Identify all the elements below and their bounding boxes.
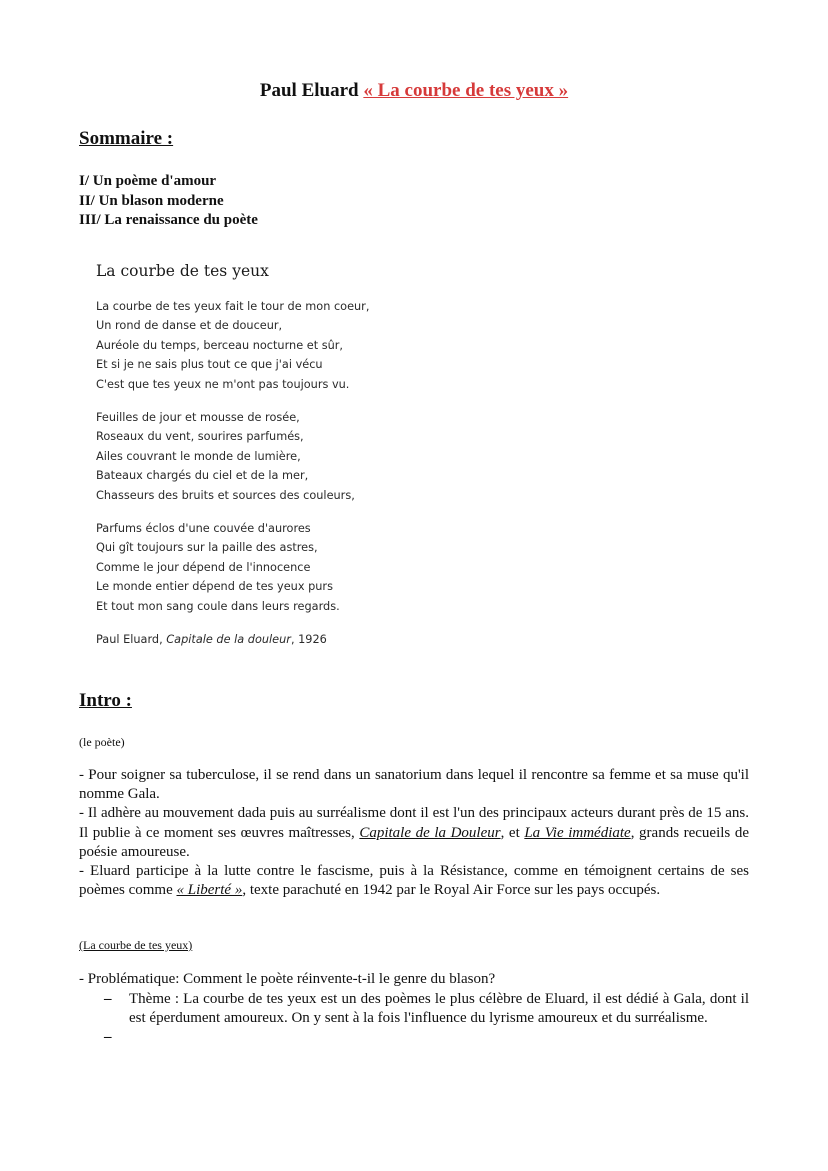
dash-marker: – [104,991,112,1007]
title-author: Paul Eluard [259,80,359,101]
bullet-item [104,1028,749,1047]
book-link[interactable]: La Vie immédiate [524,824,631,841]
poem-credit [96,630,369,649]
poem-stanza [96,297,369,394]
poem-line: Bateaux chargés du ciel et de la mer, [96,469,309,483]
sommaire-heading: Sommaire : [79,128,174,149]
title-poem-link[interactable]: « La courbe de tes yeux » [363,80,569,101]
intro-paragraph: - Pour soigner sa tuberculose, il se rend dans un sanatorium dans lequel il rencontre sa femme et sa muse qu'il nomme Gala. [79,767,749,803]
poem-stanza [96,408,369,505]
text-run: , texte parachuté en 1942 par le Royal Air Force sur les pays occupés. [242,882,661,899]
poem-line: Ailes couvrant le monde de lumière, [96,449,301,463]
poem-line: Un rond de danse et de douceur, [96,319,283,333]
poem-line: Et tout mon sang coule dans leurs regards. [96,599,340,613]
poem-stanza [96,519,369,616]
sommaire-item: II/ Un blason moderne [79,192,224,209]
poem-line: Qui gît toujours sur la paille des astres, [96,541,318,555]
poet-label: (le poète) [79,735,125,749]
poem-line: Le monde entier dépend de tes yeux purs [96,580,333,594]
poem-image [80,252,376,672]
text-run: - Eluard participe à la lutte contre le fascisme, puis à la Résistance, comme en témoignent certains de ses poèmes comme [79,863,749,899]
credit-book: Capitale de la douleur [166,633,291,647]
intro-paragraph [79,804,749,862]
poem-line: Et si je ne sais plus tout ce que j'ai vécu [96,358,323,372]
poem-line: C'est que tes yeux ne m'ont pas toujours vu. [96,377,350,391]
bullet-list [104,990,749,1047]
text-run: , et [500,824,525,841]
bullet-text: Thème : La courbe de tes yeux est un des poèmes le plus célèbre de Eluard, il est dédié à Gala, dont il est éperdument amoureux. On y sent à la fois l'influence du lyrisme amoureux et du surréalisme. [129,991,749,1027]
page-title [0,80,828,102]
poem-line: Roseaux du vent, sourires parfumés, [96,430,304,444]
credit-author: Paul Eluard, [96,633,167,647]
dash-marker: – [104,1029,112,1046]
poem-link[interactable]: « Liberté » [176,882,243,899]
poem-title: La courbe de tes yeux [96,262,269,280]
poem-line: Chasseurs des bruits et sources des couleurs, [96,488,355,502]
sommaire-item: I/ Un poème d'amour [79,173,217,189]
intro-heading: Intro : [79,690,132,711]
problematique: - Problématique: Comment le poète réinvente-t-il le genre du blason? [79,971,496,987]
poem-line: Parfums éclos d'une couvée d'aurores [96,522,311,536]
text-run: , grands recueils de poésie amoureuse. [79,824,749,860]
credit-year: , 1926 [290,633,327,647]
poem-line: Comme le jour dépend de l'innocence [96,560,311,574]
text-run: - Il adhère au mouvement dada puis au surréalisme dont il est l'un des principaux acteurs durant près de 15 ans. Il publie à ce moment ses œuvres maîtresses, [79,805,749,841]
intro-paragraphs [79,766,749,900]
poem-line: Feuilles de jour et mousse de rosée, [96,411,300,425]
intro-paragraph [79,862,749,900]
sommaire-list [79,172,258,231]
poem-line: La courbe de tes yeux fait le tour de mon coeur, [96,300,370,313]
poem-label: (La courbe de tes yeux) [79,938,193,952]
poem-line: Auréole du temps, berceau nocturne et sûr, [96,338,343,352]
bullet-item [104,990,749,1028]
sommaire-item: III/ La renaissance du poète [79,212,258,228]
book-link[interactable]: Capitale de la Douleur [359,824,501,841]
